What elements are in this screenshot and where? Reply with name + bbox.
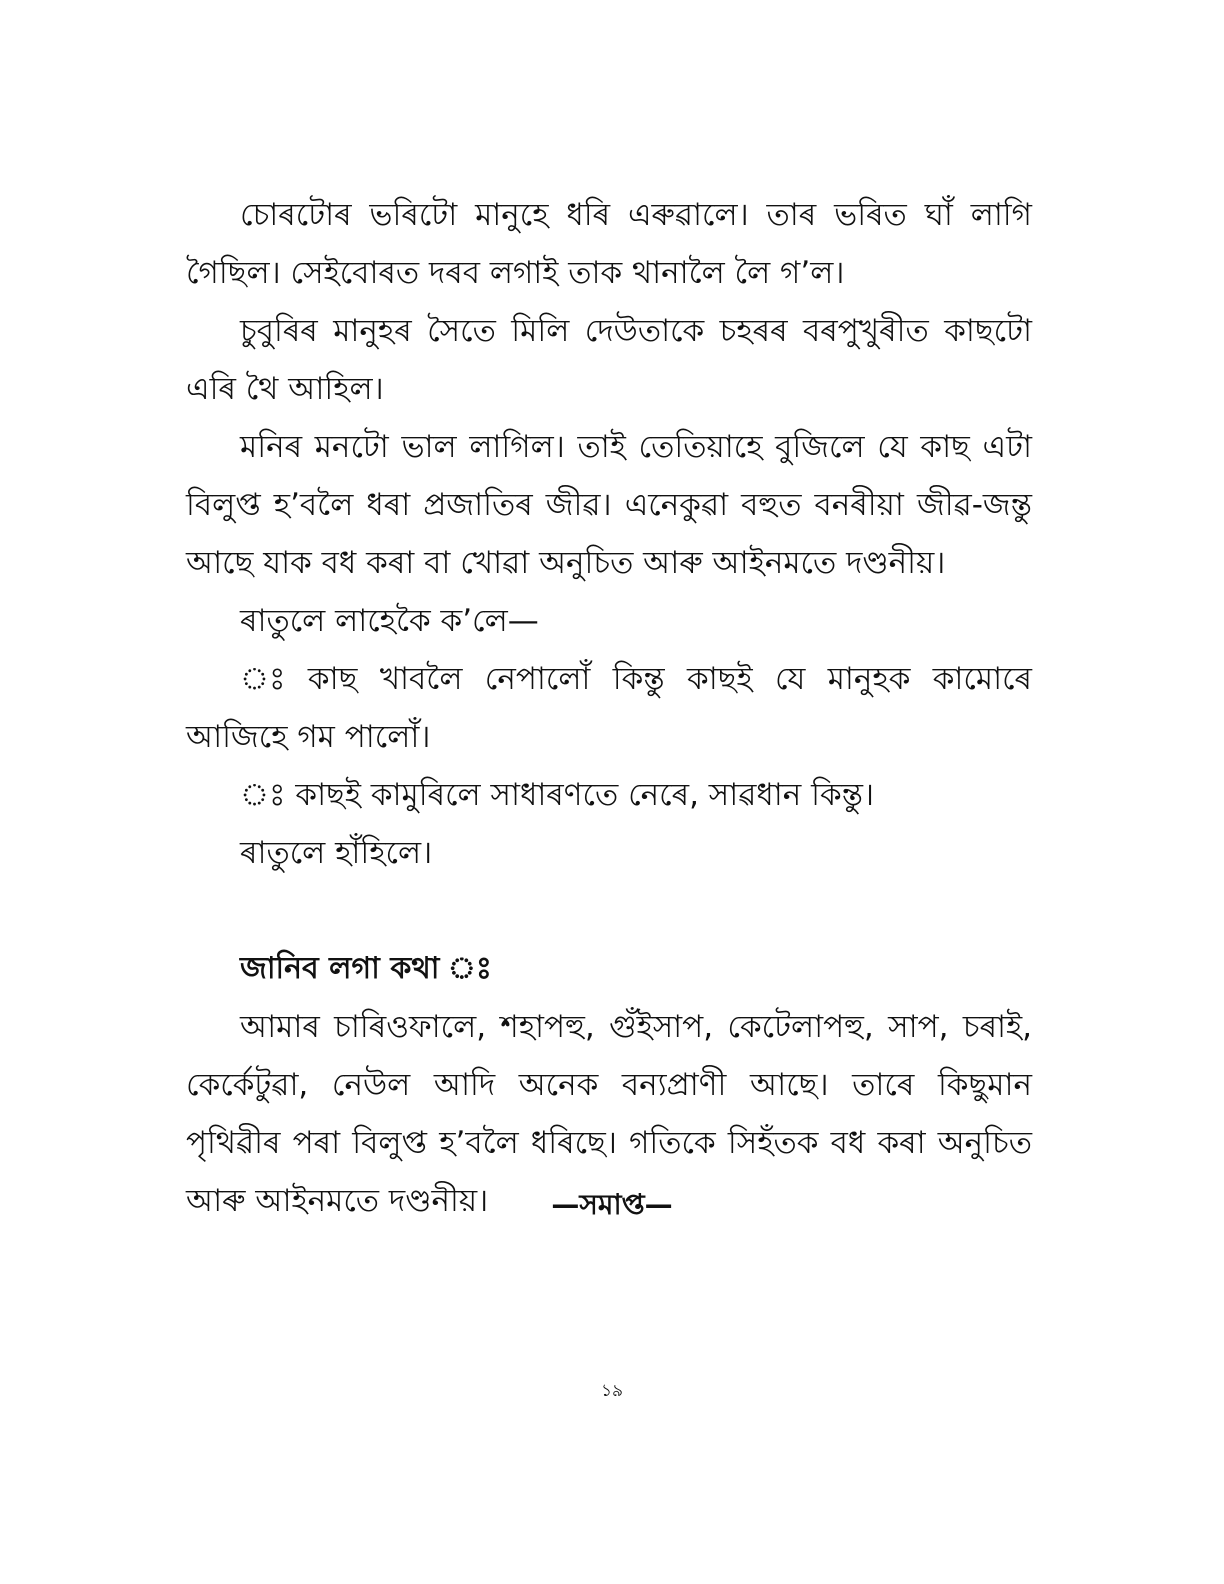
page-number: ১৯ <box>600 1381 624 1401</box>
story-paragraph-6: ঃ কাছই কামুৰিলে সাধাৰণতে নেৰে, সাৱধান কিন্তু। <box>240 777 875 813</box>
page-body <box>186 186 1032 1230</box>
story-paragraph-2: চুবুৰিৰ মানুহৰ সৈতে মিলি দেউতাকে চহৰৰ বৰপুখুৰীত কাছটো এৰি থৈ আহিল। <box>186 313 1032 407</box>
end-mark: —সমাপ্ত— <box>551 1188 673 1221</box>
story-paragraph-3: মনিৰ মনটো ভাল লাগিল। তাই তেতিয়াহে বুজিলে যে কাছ এটা বিলুপ্ত হ’বলৈ ধৰা প্ৰজাতিৰ জীৱ। এনেকুৱা বহুত বনৰীয়া জীৱ-জন্তু আছে যাক বধ কৰা বা খোৱা অনুচিত আৰু আইনমতে দণ্ডনীয়। <box>186 429 1032 581</box>
story-paragraph-1: চোৰটোৰ ভৰিটো মানুহে ধৰি এৰুৱালে। তাৰ ভৰিত ঘাঁ লাগি গৈছিল। সেইবোৰত দৰব লগাই তাক থানালৈ লৈ গ’ল। <box>186 197 1032 291</box>
story-paragraph-5: ঃ কাছ খাবলৈ নেপালোঁ কিন্তু কাছই যে মানুহক কামোৰে আজিহে গম পালোঁ। <box>186 661 1032 755</box>
facts-heading: জানিব লগা কথা ঃ <box>240 951 492 986</box>
facts-paragraph: আমাৰ চাৰিওফালে, শহাপহু, গুঁইসাপ, কেটেলাপহু, সাপ, চৰাই, কেৰ্কেটুৱা, নেউল আদি অনেক বন্যপ্ৰাণী আছে। তাৰে কিছুমান পৃথিৱীৰ পৰা বিলুপ্ত হ’বলৈ ধৰিছে। গতিকে সিহঁতক বধ কৰা অনুচিত আৰু আইনমতে দণ্ডনীয়। <box>186 1009 1032 1219</box>
story-paragraph-7: ৰাতুলে হাঁহিলে। <box>240 835 433 871</box>
story-paragraph-4: ৰাতুলে লাহেকৈ ক’লে— <box>240 603 539 639</box>
